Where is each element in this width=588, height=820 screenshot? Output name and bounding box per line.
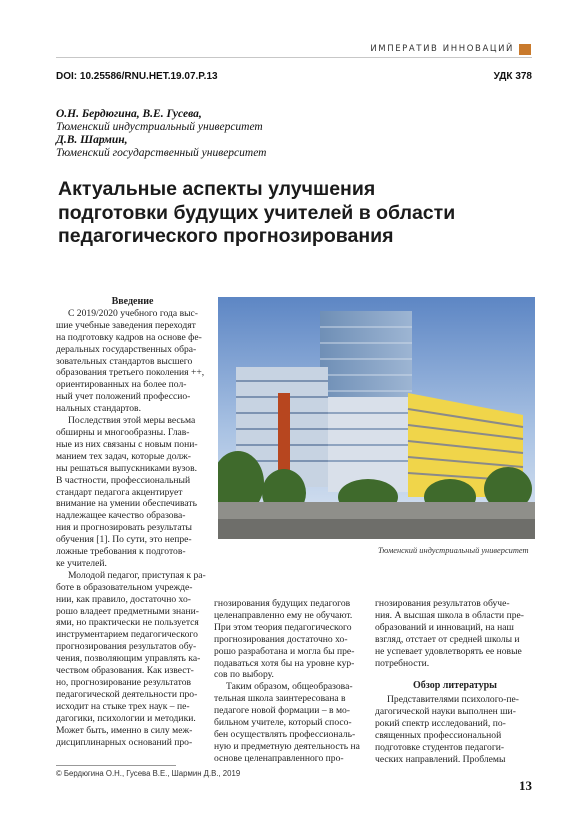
column-3-lines bbox=[375, 598, 535, 669]
text-line: прогнозирования достаточно хо- bbox=[214, 633, 348, 645]
text-line: ческих направлений. Проблемы bbox=[375, 753, 506, 765]
author-affiliation-1: Тюменский индустриальный университет bbox=[56, 121, 263, 133]
text-line: ния. А высшая школа в области пре- bbox=[375, 609, 524, 621]
text-line: ные из них связаны с новым пони- bbox=[56, 438, 198, 450]
doi[interactable]: DOI: 10.25586/RNU.HET.19.07.P.13 bbox=[56, 71, 218, 82]
page-number: 13 bbox=[519, 778, 532, 793]
copyright: © Бердюгина О.Н., Гусева В.Е., Шармин Д.В., 2019 bbox=[56, 769, 241, 778]
text-line: стандарт педагога акцентирует bbox=[56, 486, 183, 498]
text-line: дагогики, психологии и методики. bbox=[56, 712, 196, 724]
text-line: бильном учителе, который спосо- bbox=[214, 717, 352, 729]
text-line: ния и прогнозировать результаты bbox=[56, 522, 192, 534]
text-line: не успевает удовлетворять ее новые bbox=[375, 645, 522, 657]
text-column-3 bbox=[375, 598, 535, 766]
text-line: внимание на умении обеспечивать bbox=[56, 498, 197, 510]
section-heading-introduction: Введение bbox=[111, 296, 154, 307]
udc-code: УДК 378 bbox=[493, 71, 532, 82]
text-line: инструментарием педагогического bbox=[56, 629, 198, 641]
text-line: С 2019/2020 учебного года выс- bbox=[68, 307, 199, 319]
text-line: целенаправленно ему не обучают. bbox=[214, 609, 353, 621]
text-line: но, прогнозирование результатов bbox=[56, 677, 192, 688]
text-line: образования третьего поколения ++, bbox=[56, 367, 205, 379]
text-line: ями, но практически не пользуется bbox=[56, 617, 199, 629]
text-line: ный учет положений профессио- bbox=[56, 391, 191, 403]
text-line: педагогической деятельности про- bbox=[56, 688, 198, 700]
text-line: тельная школа заинтересована в bbox=[214, 693, 346, 705]
text-line: Таким образом, общеобразова- bbox=[226, 681, 353, 693]
text-line: нальных стандартов. bbox=[56, 403, 141, 415]
text-line: гнозирования результатов обуче- bbox=[375, 598, 510, 609]
section-label: ИМПЕРАТИВ ИННОВАЦИЙ bbox=[370, 44, 514, 54]
text-line: дагогической науки выполнен ши- bbox=[375, 706, 516, 718]
text-line: манием тех задач, которые долж- bbox=[56, 450, 191, 462]
text-line: Молодой педагог, приступая к ра- bbox=[68, 569, 206, 581]
text-line: Последствия этой меры весьма bbox=[68, 415, 196, 427]
text-line: шие учебные заведения переходят bbox=[56, 319, 196, 331]
text-line: рошо разработана и могла бы пре- bbox=[214, 645, 355, 657]
text-line: Представителями психолого-пе- bbox=[387, 694, 519, 706]
text-line: обучения [1]. По сути, это непре- bbox=[56, 534, 192, 546]
text-line: Может быть, именно в силу меж- bbox=[56, 724, 193, 736]
column-3-lines-after bbox=[375, 694, 535, 765]
text-line: бен осуществлять профессиональ- bbox=[214, 728, 356, 740]
text-line: деральных государственных обра- bbox=[56, 343, 197, 355]
text-line: дисциплинарных оснований про- bbox=[56, 736, 193, 748]
text-line: взгляд, отстает от средней школы и bbox=[375, 633, 520, 645]
text-line: на подготовку кадров на основе фе- bbox=[56, 331, 202, 343]
author-names-2: Д.В. Шармин, bbox=[56, 134, 128, 146]
text-line: образований и инноваций, на наш bbox=[375, 621, 514, 633]
text-line: подготовке студентов педагоги- bbox=[375, 741, 505, 753]
photo-caption: Тюменский индустриальный университет bbox=[378, 546, 529, 555]
section-heading-literature-review: Обзор литературы bbox=[413, 680, 497, 692]
text-line: рошо владеет предметными знани- bbox=[56, 605, 199, 617]
text-column-1 bbox=[56, 296, 209, 748]
text-line: При этом теория педагогического bbox=[214, 621, 352, 633]
section-accent-square bbox=[519, 44, 531, 55]
text-line: надлежащее качество образова- bbox=[56, 510, 186, 522]
text-line: чеством образования. Как извест- bbox=[56, 665, 194, 677]
text-line: В частности, профессиональный bbox=[56, 474, 191, 486]
author-names-1: О.Н. Бердюгина, В.Е. Гусева, bbox=[56, 108, 202, 120]
footer-rule bbox=[56, 765, 176, 766]
text-line: исходит на стыке трех наук – пе- bbox=[56, 700, 190, 712]
text-line: прогнозирования результатов обу- bbox=[56, 641, 197, 653]
text-line: гнозирования будущих педагогов bbox=[214, 598, 351, 609]
text-line: чения, позволяющим управлять ка- bbox=[56, 653, 201, 665]
text-line: зовательных стандартов высшего bbox=[56, 355, 193, 367]
title-line: педагогического прогнозирования bbox=[58, 225, 394, 247]
text-line: обширны и многообразны. Глав- bbox=[56, 426, 190, 438]
text-line: нии, как правило, достаточно хо- bbox=[56, 593, 191, 605]
author-affiliation-2: Тюменский государственный университет bbox=[56, 147, 267, 159]
header-rule bbox=[56, 57, 532, 58]
text-line: основе целенаправленного про- bbox=[214, 752, 344, 764]
text-line: ны решаться выпускниками вузов. bbox=[56, 462, 197, 474]
text-column-2 bbox=[214, 598, 367, 765]
text-line: сов по выбору. bbox=[214, 669, 274, 681]
text-line: ке учителей. bbox=[56, 557, 107, 569]
column-1-lines bbox=[56, 308, 209, 749]
title-line: подготовки будущих учителей в области bbox=[58, 201, 456, 224]
text-line: ложные требования к подготов- bbox=[56, 546, 186, 558]
text-line: ную и предметную деятельность на bbox=[214, 740, 360, 752]
text-line: педагоге новой формации – в мо- bbox=[214, 705, 351, 717]
column-2-lines bbox=[214, 598, 367, 765]
text-line: рокий спектр исследований, по- bbox=[375, 718, 506, 730]
title-line: Актуальные аспекты улучшения bbox=[58, 178, 376, 200]
text-line: подаваться хотя бы на уровне кур- bbox=[214, 657, 355, 669]
university-photo bbox=[218, 297, 535, 539]
text-line: боте в образовательном учрежде- bbox=[56, 581, 193, 593]
text-line: потребности. bbox=[375, 657, 430, 669]
text-line: священных профессиональной bbox=[375, 730, 502, 742]
text-line: ориентированных на более пол- bbox=[56, 379, 187, 391]
article-title bbox=[58, 178, 538, 249]
